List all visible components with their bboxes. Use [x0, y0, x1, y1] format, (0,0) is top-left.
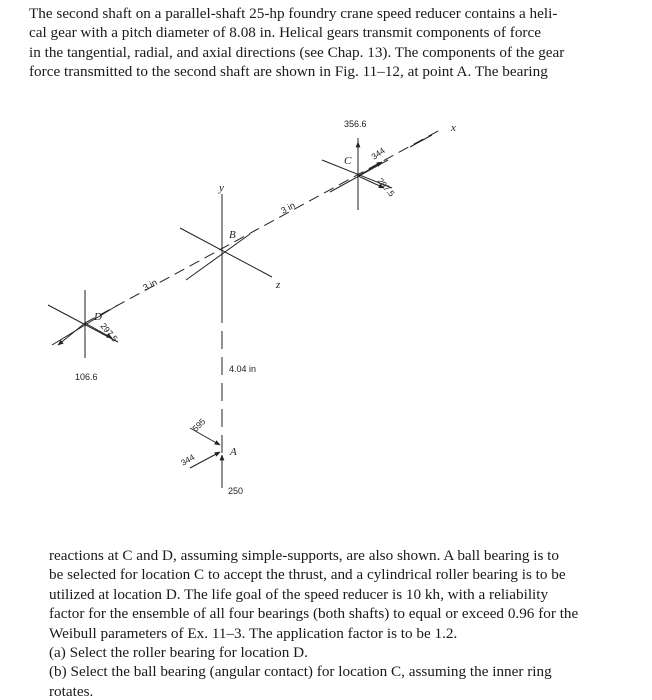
point-c-label: C — [344, 155, 352, 167]
force-a-tangential-label: 344 — [179, 451, 197, 468]
axis-y-label: y — [219, 182, 224, 194]
force-a-axial-label: 250 — [228, 486, 244, 496]
c-tangential-arrow — [358, 162, 382, 176]
force-c-tangential-label: 344 — [369, 145, 387, 162]
point-a-label: A — [230, 446, 237, 458]
axis-z-label: z — [276, 279, 281, 291]
point-d-label: D — [94, 311, 102, 323]
continuation-line: (a) Select the roller bearing for location D. — [49, 644, 308, 662]
dimension-bd-label: 3 in — [141, 277, 159, 293]
continuation-line: rotates. — [49, 682, 94, 700]
continuation-line: utilized at location D. The life goal of the speed reducer is 10 kh, with a reliability — [49, 585, 549, 603]
continuation-line: reactions at C and D, assuming simple-supports, are also shown. A ball bearing is to — [49, 547, 559, 564]
intro-line: The second shaft on a parallel-shaft 25-hp foundry crane speed reducer contains a heli- — [29, 5, 558, 22]
dimension-ba-label: 4.04 in — [229, 364, 257, 374]
continuation-line: Weibull parameters of Ex. 11–3. The application factor is to be 1.2. — [49, 624, 458, 642]
axis-x-label: x — [451, 122, 456, 134]
point-b-cross — [180, 194, 272, 305]
x-axis-arrow — [410, 135, 432, 147]
dimension-cb-label: 3 in — [279, 200, 297, 216]
intro-line: in the tangential, radial, and axial directions (see Chap. 13). The components of the gear — [29, 43, 565, 61]
d-horizontal-arrow — [58, 323, 85, 345]
shaft-axis-line — [85, 130, 440, 323]
intro-line: cal gear with a pitch diameter of 8.08 in. Helical gears transmit components of force — [29, 24, 541, 42]
intro-line: force transmitted to the second shaft are shown in Fig. 11–12, at point A. The bearing — [29, 63, 548, 81]
continuation-line: (b) Select the ball bearing (angular contact) for location C, assuming the inner ring — [49, 663, 552, 681]
force-d-horizontal-label: 106.6 — [75, 372, 98, 382]
force-a-radial-label: 595 — [190, 416, 208, 434]
continuation-line: be selected for location C to accept the thrust, and a cylindrical roller bearing is to be — [49, 566, 566, 584]
force-c-radial-label: 297.5 — [375, 175, 397, 199]
force-d-radial-label: 297.5 — [98, 320, 120, 344]
continuation-line: factor for the ensemble of all four bearings (both shafts) to equal or exceed 0.96 for the — [49, 605, 579, 623]
point-b-label: B — [229, 229, 236, 241]
force-c-axial-label: 356.6 — [344, 119, 367, 129]
